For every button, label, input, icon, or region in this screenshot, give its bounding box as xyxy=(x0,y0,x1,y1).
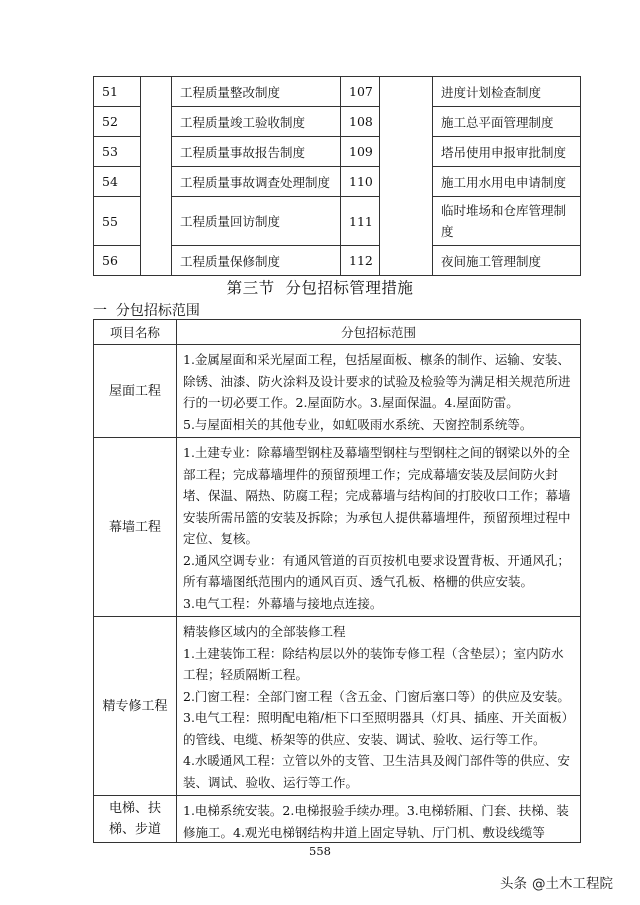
scope-description xyxy=(177,345,581,438)
watermark xyxy=(500,872,613,892)
page-number: 558 xyxy=(309,844,331,858)
table-row xyxy=(94,438,581,617)
table-row xyxy=(94,345,581,438)
scope-item: 3.电气工程：外幕墙与接地点连接。 xyxy=(183,595,383,611)
table-cell: 工程质量事故调查处理制度 xyxy=(172,167,341,197)
table-cell: 工程质量回访制度 xyxy=(172,197,341,246)
category-fine-decoration: 精专修工程 xyxy=(94,617,177,796)
scope-item: 1.土建专业：除幕墙型钢柱及幕墙型钢柱与型钢柱之间的钢梁以外的全部工程；完成幕墙埋件的预留预埋工作；完成幕墙安装及层间防火封堵、保温、隔热、防腐工程；完成幕墙与结构间的打胶收口工作；幕墙安装所需吊篮的安装及拆除；为承包人提供幕墙埋件，预留预埋过程中定位、复核。 xyxy=(183,445,571,546)
table-cell: 51 xyxy=(94,77,141,107)
table-cell: 108 xyxy=(341,107,380,137)
table-cell: 110 xyxy=(341,167,380,197)
table-cell: 工程质量整改制度 xyxy=(172,77,341,107)
scope-description xyxy=(177,796,581,843)
table-cell: 进度计划检查制度 xyxy=(433,77,581,107)
table-header-row xyxy=(94,320,581,345)
table-cell: 56 xyxy=(94,246,141,276)
table-cell-blank xyxy=(380,77,433,276)
table-cell: 夜间施工管理制度 xyxy=(433,246,581,276)
scope-item: 3.电气工程：照明配电箱/柜下口至照明器具（灯具、插座、开关面板）的管线、电缆、桥架等的供应、安装、调试、验收、运行等工作。 xyxy=(183,710,568,747)
scope-item: 1.金属屋面和采光屋面工程，包括屋面板、檩条的制作、运输、安装、除锈、油漆、防火涂料及设计要求的试验及检验等为满足相关规范所进行的一切必要工作。2.屋面防水。3.屋面保温。4.屋面防雷。 xyxy=(183,352,571,410)
table-row xyxy=(94,796,581,843)
table-cell: 工程质量事故报告制度 xyxy=(172,137,341,167)
category-roof: 屋面工程 xyxy=(94,345,177,438)
scope-item: 1.电梯系统安装。2.电梯报验手续办理。3.电梯轿厢、门套、扶梯、装修施工。4.观光电梯钢结构井道上固定导轨、厅门机、敷设线缆等 xyxy=(183,803,569,840)
scope-description xyxy=(177,617,581,796)
table-cell: 52 xyxy=(94,107,141,137)
table-cell: 工程质量保修制度 xyxy=(172,246,341,276)
scope-table xyxy=(93,319,581,843)
category-curtain-wall: 幕墙工程 xyxy=(94,438,177,617)
table-cell: 54 xyxy=(94,167,141,197)
table-cell: 107 xyxy=(341,77,380,107)
table-row xyxy=(94,617,581,796)
table-cell: 112 xyxy=(341,246,380,276)
table-cell: 塔吊使用申报审批制度 xyxy=(433,137,581,167)
table-cell-blank xyxy=(141,77,172,276)
header-scope: 分包招标范围 xyxy=(177,320,581,345)
scope-description xyxy=(177,438,581,617)
table-row xyxy=(94,77,581,107)
regulation-table xyxy=(93,76,581,276)
scope-item: 2.通风空调专业：有通风管道的百页按机电要求设置背板、开通风孔；所有幕墙图纸范围内的通风百页、透气孔板、格栅的供应安装。 xyxy=(183,552,570,589)
watermark-prefix: 头条 xyxy=(500,876,527,892)
table-cell: 55 xyxy=(94,197,141,246)
table-cell: 施工总平面管理制度 xyxy=(433,107,581,137)
table-cell: 工程质量竣工验收制度 xyxy=(172,107,341,137)
scope-item: 2.门窗工程：全部门窗工程（含五金、门窗后塞口等）的供应及安装。 xyxy=(183,688,570,704)
scope-item: 4.水暖通风工程：立管以外的支管、卫生洁具及阀门部件等的供应、安装、调试、验收、运行等工作。 xyxy=(183,753,570,790)
subheading: 一 分包招标范围 xyxy=(93,303,200,319)
category-elevator: 电梯、扶梯、步道 xyxy=(94,796,177,843)
table-cell: 109 xyxy=(341,137,380,167)
scope-item: 1.土建装饰工程：除结构层以外的装饰专修工程（含垫层）；室内防水工程；轻质隔断工程。 xyxy=(183,645,564,682)
table-cell: 53 xyxy=(94,137,141,167)
watermark-handle: @土木工程院 xyxy=(532,876,613,892)
scope-item: 5.与屋面相关的其他专业，如虹吸雨水系统、天窗控制系统等。 xyxy=(183,416,533,432)
table-cell: 111 xyxy=(341,197,380,246)
table-cell: 施工用水用电申请制度 xyxy=(433,167,581,197)
table-cell: 临时堆场和仓库管理制度 xyxy=(433,197,581,246)
header-project-name: 项目名称 xyxy=(94,320,177,345)
section-title: 第三节 分包招标管理措施 xyxy=(226,279,414,297)
scope-item: 精装修区域内的全部装修工程 xyxy=(183,624,346,639)
